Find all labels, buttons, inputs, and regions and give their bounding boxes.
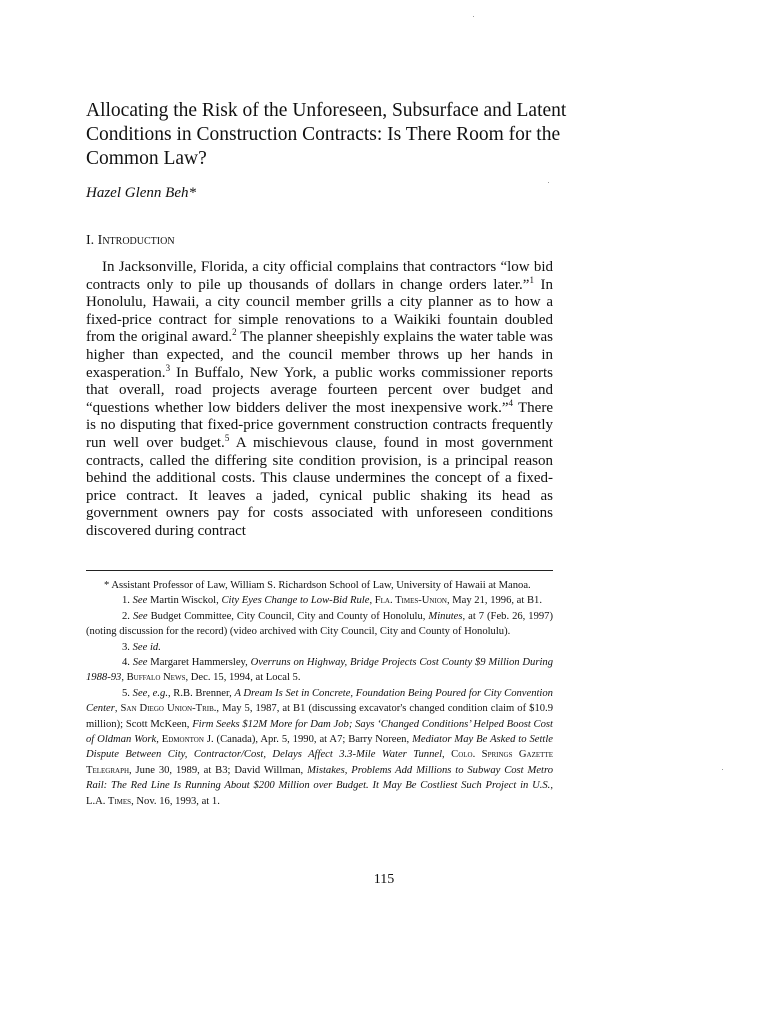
footnote-text-run: ,: [156, 734, 162, 746]
footnote-text-run: Margaret Hammersley,: [147, 657, 251, 669]
footnote-text-run: * Assistant Professor of Law, William S. Richardson School of Law, University of Hawaii at Manoa.: [104, 580, 531, 591]
footnote-italic-run: See: [132, 657, 148, 669]
footnote-text-run: ,: [121, 672, 127, 684]
footnote-italic-run: Mediator May Be Asked to Settle Dispute Between City, Contractor/Cost, Delays Affect 3.3-Mile Water Tunnel: [86, 734, 553, 761]
footnote-text-run: , May 21, 1996, at B1.: [446, 595, 542, 607]
footnote-reference[interactable]: 2: [232, 327, 237, 338]
footnote-reference[interactable]: 3: [165, 362, 171, 373]
footnote-italic-run: See: [132, 610, 148, 622]
body-text-run: In Buffalo, New York, a public works commissioner reports that overall, road projects average fourteen percent over budget and “questions whether low bidders deliver the most inexpensive work.”: [86, 364, 553, 416]
body-text-run: There is no disputing that fixed-price government construction contracts frequently run well over budget.: [86, 399, 553, 451]
footnote-reference[interactable]: 1: [529, 274, 534, 285]
body-paragraph: [86, 259, 553, 541]
footnote-italic-run: Firm Seeks $12M More for Dam Job; Says ‘Changed Conditions’ Helped Boost Cost of Oldman Work: [86, 718, 553, 746]
footnote-italic-run: City Eyes Change to Low-Bid Rule: [221, 595, 370, 607]
footnote-text-run: Martin Wisckol,: [147, 595, 222, 607]
body-text-run: The planner sheepishly explains the water table was higher than expected, and the council member throws up her hands in exasperation.: [86, 329, 553, 381]
author-footnote-mark: *: [188, 185, 196, 201]
footnote-source-name: Colo. Springs Gazette Telegraph: [86, 749, 553, 776]
footnote-italic-run: See, e.g.: [132, 687, 168, 699]
footnote-number: 2.: [122, 610, 130, 622]
author-name: Hazel Glenn Beh: [86, 185, 189, 201]
footnote-text-run: ,: [550, 780, 553, 792]
footnote-italic-run: Minutes: [428, 610, 463, 622]
footnote-text-run: , June 30, 1989, at B3; David Willman,: [129, 764, 308, 776]
footnote-text-run: ,: [369, 595, 375, 607]
scan-speck: [722, 769, 723, 770]
footnote: [86, 640, 553, 655]
footnote-italic-run: See id.: [132, 641, 161, 653]
footnote-text-run: , May 5, 1987, at B1 (discussing excavator's changed condition claim of $10.9 million); Scott McKeen,: [86, 703, 553, 730]
footnote: [86, 593, 553, 608]
footnote-divider: [86, 570, 553, 571]
body-text-run: A mischievous clause, found in most government contracts, called the differing site condition provision, is a principal reason behind the additional costs. This clause undermines the concept of a fixed-price contract. It leaves a jaded, cynical public shaking its head as government owners pay for costs associated with unforeseen conditions discovered during contract: [86, 434, 553, 539]
footnote-reference[interactable]: 4: [508, 397, 514, 408]
scan-speck: [473, 16, 474, 17]
footnote-reference[interactable]: 5: [224, 432, 230, 443]
section-number: I.: [86, 233, 95, 248]
footnote-text-run: , Nov. 16, 1993, at 1.: [131, 795, 220, 807]
body-text-run: In Honolulu, Hawaii, a city council member grills a city planner as to how a fixed-price contract for simple renovations to a Waikiki fountain doubled from the original award.: [86, 276, 554, 346]
footnote-number: 4.: [122, 657, 130, 669]
footnote-number: 1.: [122, 595, 130, 607]
footnote: [86, 578, 553, 593]
footnotes: [86, 578, 553, 809]
footnote-source-name: San Diego Union-Trib.: [120, 703, 217, 715]
footnote-italic-run: Overruns on Highway, Bridge Projects Cost County $9 Million During 1988-93: [86, 657, 553, 684]
section-heading: [86, 233, 175, 249]
footnote-number: 5.: [122, 687, 130, 699]
footnote-text-run: (Canada), Apr. 5, 1990, at A7; Barry Noreen,: [213, 734, 413, 746]
footnote-text-run: Budget Committee, City Council, City and County of Honolulu,: [147, 610, 429, 622]
footnote-text-run: , Dec. 15, 1994, at Local 5.: [185, 672, 301, 684]
footnote-italic-run: Mistakes, Problems Add Millions to Subway Cost Metro Rail: The Red Line Is Running About $200 Million over Budget. It May Be Costliest Such Project in U.S.: [86, 764, 553, 792]
footnote: [86, 609, 553, 640]
footnote-source-name: Edmonton J.: [161, 734, 214, 746]
page-number: 115: [373, 872, 395, 887]
footnote-text-run: ,: [442, 749, 452, 761]
footnote-italic-run: A Dream Is Set in Concrete, Foundation Being Poured for City Convention Center: [86, 687, 553, 715]
footnote-source-name: L.A. Times: [86, 795, 132, 807]
footnote-italic-run: See: [132, 595, 148, 607]
footnote: [86, 686, 553, 809]
footnote-text-run: ,: [114, 703, 121, 715]
section-title: Introduction: [97, 233, 175, 248]
footnote-number: 3.: [122, 641, 130, 653]
footnote-source-name: Fla. Times-Union: [374, 595, 447, 607]
body-text-run: In Jacksonville, Florida, a city official complains that contractors “low bid contracts only to pile up thousands of dollars in change orders later.”: [86, 259, 553, 293]
footnote-text-run: , R.B. Brenner,: [167, 687, 235, 699]
footnote-source-name: Buffalo News: [126, 672, 186, 684]
scan-speck: [548, 182, 549, 183]
footnote-text-run: , at 7 (Feb. 26, 1997) (noting discussion for the record) (video archived with City Council, City and County of Honolulu).: [86, 610, 553, 638]
author-line: [86, 185, 196, 202]
footnote: [86, 655, 553, 686]
article-title: Allocating the Risk of the Unforeseen, Subsurface and Latent Conditions in Construction Contracts: Is There Room for the Common Law?: [86, 100, 567, 169]
